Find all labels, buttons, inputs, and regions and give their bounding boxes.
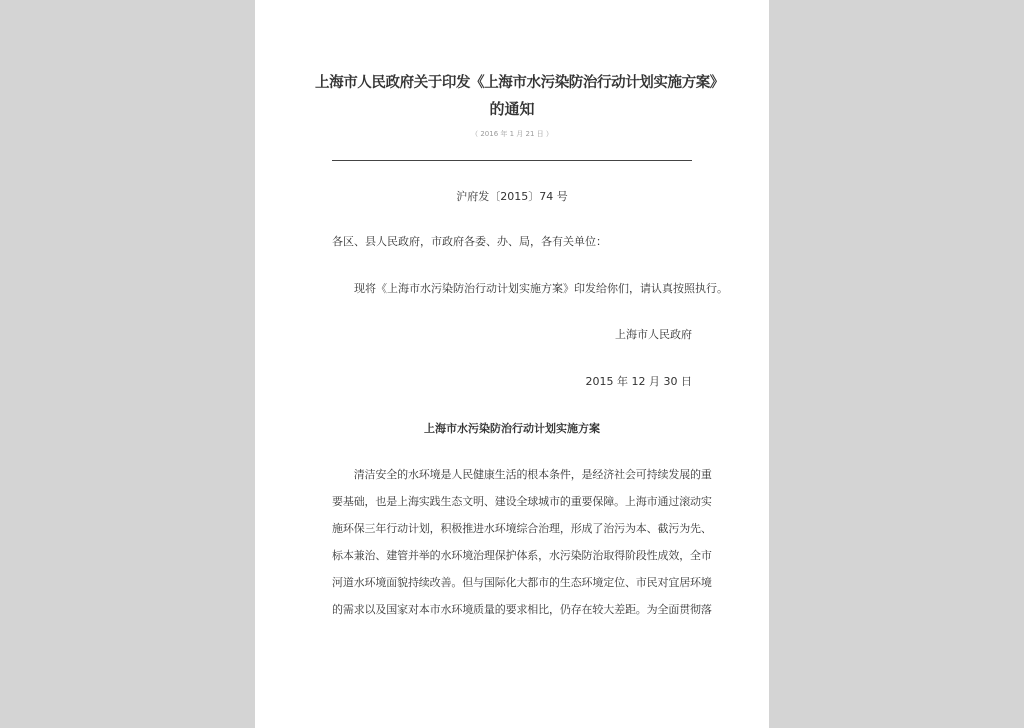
body-line: 河道水环境面貌持续改善。但与国际化大都市的生态环境定位、市民对宜居环境 bbox=[332, 576, 712, 589]
document-page bbox=[255, 0, 769, 728]
body-line: 施环保三年行动计划，积极推进水环境综合治理，形成了治污为本、截污为先、 bbox=[332, 522, 712, 535]
addressee: 各区、县人民政府，市政府各委、办、局，各有关单位： bbox=[332, 235, 607, 248]
signature-date: 2015 年 12 月 30 日 bbox=[585, 375, 692, 388]
body-line: 标本兼治、建管并举的水环境治理保护体系，水污染防治取得阶段性成效，全市 bbox=[332, 549, 712, 562]
document-number: 沪府发〔2015〕74 号 bbox=[456, 190, 568, 203]
body-line: 要基础，也是上海实践生态文明、建设全球城市的重要保障。上海市通过滚动实 bbox=[332, 495, 712, 508]
body-line: 的需求以及国家对本市水环境质量的要求相比，仍存在较大差距。为全面贯彻落 bbox=[332, 603, 712, 616]
publish-date: （ 2016 年 1 月 21 日 ） bbox=[471, 130, 553, 138]
document-title-line1: 上海市人民政府关于印发《上海市水污染防治行动计划实施方案》 bbox=[315, 75, 724, 91]
body-paragraph bbox=[332, 461, 712, 623]
body-line: 清洁安全的水环境是人民健康生活的根本条件，是经济社会可持续发展的重 bbox=[332, 468, 712, 481]
plan-subtitle: 上海市水污染防治行动计划实施方案 bbox=[424, 422, 600, 435]
intro-paragraph: 现将《上海市水污染防治行动计划实施方案》印发给你们，请认真按照执行。 bbox=[354, 282, 728, 295]
signature-organization: 上海市人民政府 bbox=[615, 328, 692, 341]
title-divider bbox=[332, 160, 692, 161]
document-title-line2: 的通知 bbox=[489, 100, 535, 118]
